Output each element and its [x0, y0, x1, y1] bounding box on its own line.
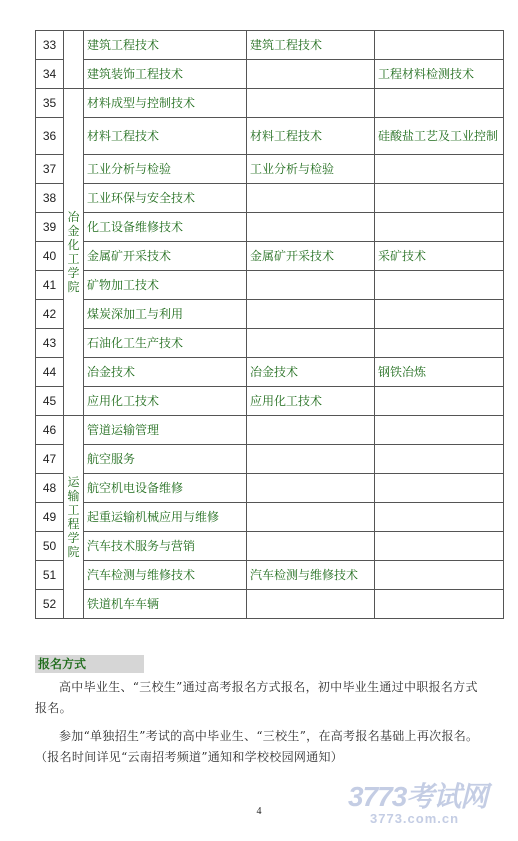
major-name: 应用化工技术 [84, 387, 247, 416]
table-row [36, 89, 504, 118]
table-row [36, 503, 504, 532]
table-row [36, 561, 504, 590]
row-number: 49 [36, 503, 64, 532]
extended-major [375, 387, 504, 416]
watermark-url: 3773.com.cn [370, 811, 460, 826]
major-name: 起重运输机械应用与维修 [84, 503, 247, 532]
majors-table [35, 30, 504, 619]
corresponding-major: 应用化工技术 [247, 387, 375, 416]
corresponding-major [247, 474, 375, 503]
row-number: 46 [36, 416, 64, 445]
extended-major [375, 213, 504, 242]
corresponding-major [247, 445, 375, 474]
row-number: 41 [36, 271, 64, 300]
table-row [36, 242, 504, 271]
corresponding-major: 工业分析与检验 [247, 155, 375, 184]
extended-major [375, 532, 504, 561]
major-name: 化工设备维修技术 [84, 213, 247, 242]
table-row [36, 184, 504, 213]
corresponding-major [247, 213, 375, 242]
extended-major [375, 503, 504, 532]
corresponding-major [247, 60, 375, 89]
table-row [36, 590, 504, 619]
extended-major [375, 155, 504, 184]
row-number: 45 [36, 387, 64, 416]
corresponding-major [247, 329, 375, 358]
table-row [36, 213, 504, 242]
row-number: 35 [36, 89, 64, 118]
row-number: 43 [36, 329, 64, 358]
department-transport: 运输工程学院 [67, 475, 80, 559]
corresponding-major: 金属矿开采技术 [247, 242, 375, 271]
watermark-logo [348, 775, 508, 835]
extended-major [375, 445, 504, 474]
major-name: 冶金技术 [84, 358, 247, 387]
table-row [36, 155, 504, 184]
table-row [36, 300, 504, 329]
corresponding-major [247, 590, 375, 619]
extended-major [375, 300, 504, 329]
extended-major [375, 590, 504, 619]
major-name: 航空服务 [84, 445, 247, 474]
table-row [36, 329, 504, 358]
corresponding-major [247, 271, 375, 300]
corresponding-major: 材料工程技术 [247, 118, 375, 155]
corresponding-major [247, 89, 375, 118]
extended-major [375, 561, 504, 590]
extended-major [375, 329, 504, 358]
extended-major [375, 89, 504, 118]
extended-major [375, 271, 504, 300]
extended-major [375, 416, 504, 445]
corresponding-major: 建筑工程技术 [247, 31, 375, 60]
extended-major: 采矿技术 [375, 242, 504, 271]
row-number: 34 [36, 60, 64, 89]
corresponding-major [247, 184, 375, 213]
row-number: 44 [36, 358, 64, 387]
row-number: 50 [36, 532, 64, 561]
corresponding-major [247, 416, 375, 445]
major-name: 材料工程技术 [84, 118, 247, 155]
department-cell [64, 89, 84, 416]
department-cell [64, 416, 84, 619]
department-cell [64, 31, 84, 89]
major-name: 石油化工生产技术 [84, 329, 247, 358]
table-row [36, 31, 504, 60]
page-number: 4 [256, 806, 262, 817]
corresponding-major: 冶金技术 [247, 358, 375, 387]
extended-major [375, 31, 504, 60]
department-metallurgy: 冶金化工学院 [67, 210, 80, 294]
major-name: 材料成型与控制技术 [84, 89, 247, 118]
table-row [36, 60, 504, 89]
extended-major: 钢铁冶炼 [375, 358, 504, 387]
row-number: 51 [36, 561, 64, 590]
table-row [36, 474, 504, 503]
table-row [36, 118, 504, 155]
paragraph: 高中毕业生、“三校生”通过高考报名方式报名，初中毕业生通过中职报名方式报名。 [35, 680, 478, 715]
table-row [36, 532, 504, 561]
row-number: 42 [36, 300, 64, 329]
row-number: 33 [36, 31, 64, 60]
row-number: 40 [36, 242, 64, 271]
major-name: 建筑工程技术 [84, 31, 247, 60]
corresponding-major: 汽车检测与维修技术 [247, 561, 375, 590]
major-name: 铁道机车车辆 [84, 590, 247, 619]
table-row [36, 445, 504, 474]
row-number: 48 [36, 474, 64, 503]
row-number: 37 [36, 155, 64, 184]
row-number: 36 [36, 118, 64, 155]
corresponding-major [247, 503, 375, 532]
row-number: 38 [36, 184, 64, 213]
extended-major [375, 474, 504, 503]
major-name: 工业环保与安全技术 [84, 184, 247, 213]
major-name: 汽车检测与维修技术 [84, 561, 247, 590]
table-row [36, 271, 504, 300]
paragraph: 参加“单独招生”考试的高中毕业生、“三校生”，在高考报名基础上再次报名。（报名时间详见“云南招考频道”通知和学校校园网通知） [35, 729, 479, 764]
major-name: 金属矿开采技术 [84, 242, 247, 271]
row-number: 47 [36, 445, 64, 474]
section-heading: 报名方式 [35, 655, 144, 673]
extended-major: 硅酸盐工艺及工业控制 [375, 118, 504, 155]
major-name: 工业分析与检验 [84, 155, 247, 184]
extended-major: 工程材料检测技术 [375, 60, 504, 89]
major-name: 煤炭深加工与利用 [84, 300, 247, 329]
major-name: 航空机电设备维修 [84, 474, 247, 503]
table-row [36, 416, 504, 445]
row-number: 39 [36, 213, 64, 242]
major-name: 汽车技术服务与营销 [84, 532, 247, 561]
row-number: 52 [36, 590, 64, 619]
table-row [36, 387, 504, 416]
table-row [36, 358, 504, 387]
major-name: 建筑装饰工程技术 [84, 60, 247, 89]
extended-major [375, 184, 504, 213]
corresponding-major [247, 532, 375, 561]
major-name: 管道运输管理 [84, 416, 247, 445]
watermark-text: 3773考试网 [348, 781, 488, 812]
major-name: 矿物加工技术 [84, 271, 247, 300]
corresponding-major [247, 300, 375, 329]
